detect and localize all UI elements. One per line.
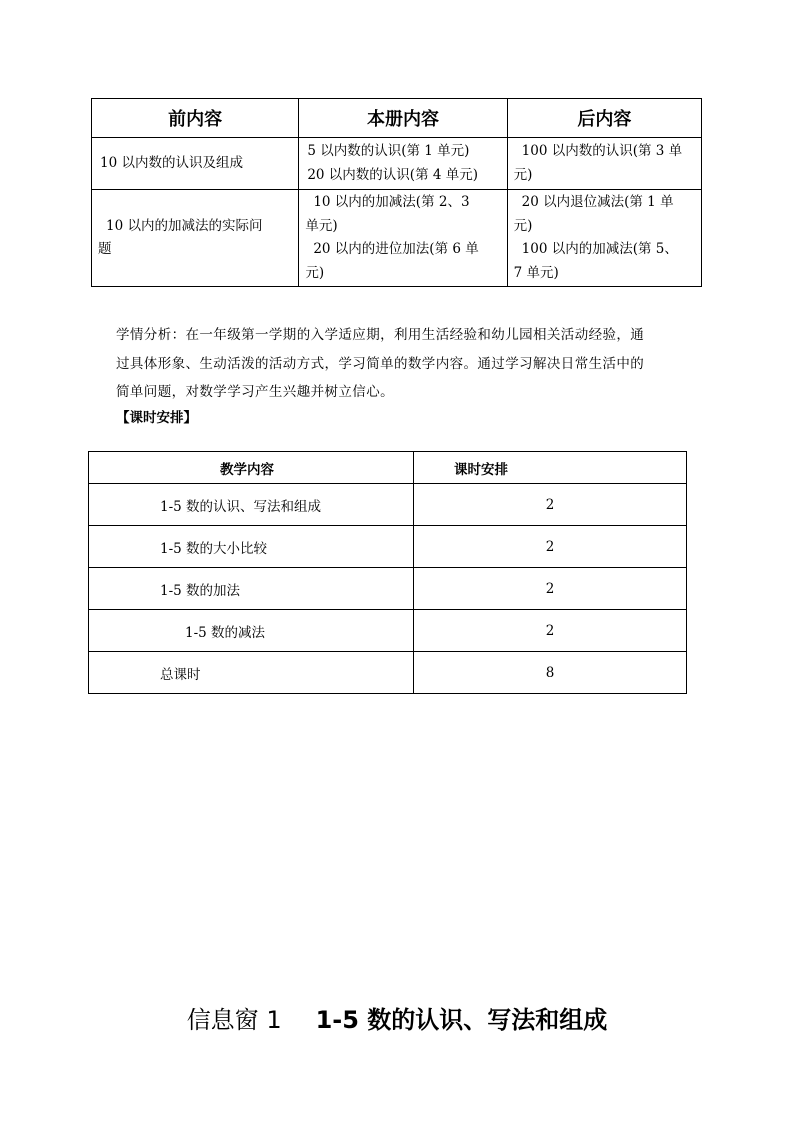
hours-cell: 2 xyxy=(414,610,687,652)
cell-before xyxy=(92,190,299,287)
section-heading xyxy=(0,1000,794,1035)
table-row xyxy=(92,138,702,190)
cell-text: 10 以内数的认识及组成 xyxy=(100,154,243,171)
topic-cell: 1-5 数的减法 xyxy=(89,610,414,652)
topic-cell: 1-5 数的加法 xyxy=(89,568,414,610)
total-label-cell: 总课时 xyxy=(89,652,414,694)
cell-text: 元) xyxy=(513,166,533,183)
header-hours: 课时安排 xyxy=(414,452,687,484)
cell-text: 20 以内的进位加法(第 6 单 xyxy=(313,241,479,257)
hours-cell: 2 xyxy=(414,526,687,568)
paragraph-line: 学情分析：在一年级第一学期的入学适应期，利用生活经验和幼儿园相关活动经验，通 xyxy=(116,327,645,343)
table-row xyxy=(89,568,687,610)
cell-text: 100 以内的加减法(第 5、 xyxy=(521,241,678,257)
topic-cell: 1-5 数的大小比较 xyxy=(89,526,414,568)
total-hours-cell: 8 xyxy=(414,652,687,694)
cell-text: 20 以内退位减法(第 1 单 xyxy=(521,194,674,210)
paragraph-line: 简单问题，对数学学习产生兴趣并树立信心。 xyxy=(116,384,394,400)
topic-cell: 1-5 数的认识、写法和组成 xyxy=(89,484,414,526)
cell-current xyxy=(299,190,507,287)
header-topic: 教学内容 xyxy=(89,452,414,484)
cell-text: 20 以内数的认识(第 4 单元) xyxy=(307,166,479,183)
student-analysis-paragraph xyxy=(116,321,721,407)
cell-text: 5 以内数的认识(第 1 单元) xyxy=(307,143,470,159)
table-row xyxy=(89,610,687,652)
cell-current xyxy=(299,138,507,190)
table-row xyxy=(92,190,702,287)
info-window-label: 信息窗 1 xyxy=(186,1006,282,1034)
cell-after xyxy=(507,138,701,190)
cell-text: 题 xyxy=(98,241,112,257)
header-after: 后内容 xyxy=(507,99,701,138)
cell-text: 元) xyxy=(305,264,325,281)
header-before: 前内容 xyxy=(92,99,299,138)
header-current: 本册内容 xyxy=(299,99,507,138)
cell-text: 10 以内的加减法的实际问 xyxy=(106,217,263,234)
schedule-section-title: 【课时安排】 xyxy=(116,410,197,426)
table-row xyxy=(89,484,687,526)
unit-content-table xyxy=(91,98,702,287)
cell-text: 单元) xyxy=(305,217,338,234)
hours-cell: 2 xyxy=(414,568,687,610)
cell-text: 10 以内的加减法(第 2、3 xyxy=(313,194,470,210)
hours-cell: 2 xyxy=(414,484,687,526)
table-row xyxy=(89,652,687,694)
cell-text: 100 以内数的认识(第 3 单 xyxy=(521,143,683,159)
paragraph-line: 过具体形象、生动活泼的活动方式，学习简单的数学内容。通过学习解决日常生活中的 xyxy=(116,355,645,372)
cell-text: 7 单元) xyxy=(513,264,559,281)
cell-text: 元) xyxy=(513,217,533,234)
lesson-title: 1-5 数的认识、写法和组成 xyxy=(315,1006,608,1034)
cell-before xyxy=(92,138,299,190)
lesson-schedule-table xyxy=(88,451,687,694)
table-row xyxy=(89,526,687,568)
cell-after xyxy=(507,190,701,287)
